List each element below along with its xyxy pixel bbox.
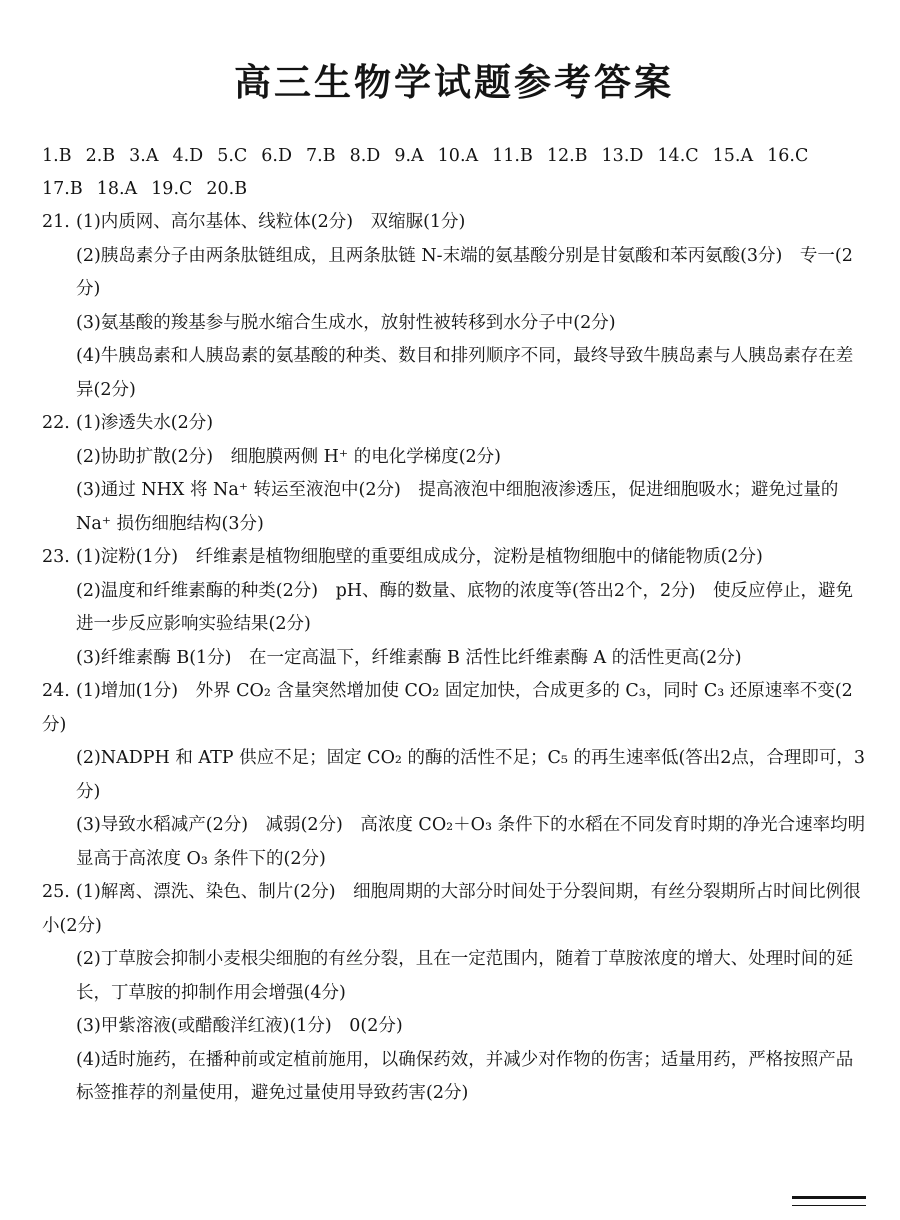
answer-part: (4)适时施药，在播种前或定植前施用，以确保药效，并减少对作物的伤害；适量用药，严格按照产品标签推荐的剂量使用，避免过量使用导致药害(2分) [76, 1049, 854, 1103]
question-part [42, 876, 866, 943]
page-footer-mark [792, 1196, 866, 1206]
answer-part: (3)通过 NHX 将 Na⁺ 转运至液泡中(2分) 提高液泡中细胞液渗透压，促进细胞吸水；避免过量的 Na⁺ 损伤细胞结构(3分) [76, 480, 839, 534]
answer-part: (1)解离、漂洗、染色、制片(2分) 细胞周期的大部分时间处于分裂间期，有丝分裂期所占时间比例很小(2分) [42, 882, 861, 936]
question-part [42, 675, 866, 742]
mc-answer: 14.C [657, 146, 699, 166]
answer-part: (2)胰岛素分子由两条肽链组成，且两条肽链 N-末端的氨基酸分别是甘氨酸和苯丙氨酸(3分) 专一(2分) [76, 245, 853, 299]
answer-part: (1)内质网、高尔基体、线粒体(2分) 双缩脲(1分) [76, 212, 466, 232]
mc-answer: 5.C [217, 146, 248, 166]
multiple-choice-answers [42, 140, 866, 206]
question-part [42, 541, 866, 575]
mc-answer: 9.A [394, 146, 424, 166]
mc-answer: 20.B [206, 179, 248, 199]
mc-answer: 17.B [42, 179, 83, 199]
mc-answer: 3.A [129, 146, 159, 166]
answer-part: (1)淀粉(1分) 纤维素是植物细胞壁的重要组成成分，淀粉是植物细胞中的储能物质(2分) [76, 547, 763, 567]
mc-answer: 1.B [42, 146, 72, 166]
mc-answer: 18.A [96, 179, 138, 199]
mc-answer: 10.A [437, 146, 479, 166]
mc-answer: 19.C [151, 179, 193, 199]
answer-part: (2)协助扩散(2分) 细胞膜两侧 H⁺ 的电化学梯度(2分) [76, 446, 501, 467]
mc-answer: 8.D [349, 146, 381, 166]
question-number: 24. [42, 681, 70, 701]
answer-part: (1)渗透失水(2分) [76, 413, 214, 433]
question-22 [42, 407, 866, 541]
answer-part: (4)牛胰岛素和人胰岛素的氨基酸的种类、数目和排列顺序不同，最终导致牛胰岛素与人胰岛素存在差异(2分) [76, 346, 854, 400]
mc-answer: 2.B [85, 146, 116, 166]
question-part [42, 407, 866, 441]
mc-answer: 4.D [172, 146, 204, 166]
answer-part: (3)氨基酸的羧基参与脱水缩合生成水，放射性被转移到水分子中(2分) [76, 312, 616, 333]
mc-answer: 13.D [601, 146, 644, 166]
answer-part: (3)纤维素酶 B(1分) 在一定高温下，纤维素酶 B 活性比纤维素酶 A 的活性更高(2分) [76, 647, 742, 668]
question-21 [42, 206, 866, 407]
question-part [42, 206, 866, 240]
answer-part: (2)温度和纤维素酶的种类(2分) pH、酶的数量、底物的浓度等(答出2个，2分) 使反应停止，避免进一步反应影响实验结果(2分) [76, 580, 853, 634]
question-number: 25. [42, 882, 70, 902]
page-title: 高三生物学试题参考答案 [234, 61, 674, 104]
question-25 [42, 876, 866, 1111]
mc-answer: 16.C [767, 146, 809, 166]
question-number: 23. [42, 547, 70, 567]
answer-part: (1)增加(1分) 外界 CO₂ 含量突然增加使 CO₂ 固定加快，合成更多的 C₃，同时 C₃ 还原速率不变(2分) [42, 681, 853, 735]
mc-answer: 12.B [546, 146, 588, 166]
mc-answer: 15.A [712, 146, 754, 166]
question-number: 21. [42, 212, 70, 232]
answer-part: (3)导致水稻减产(2分) 减弱(2分) 高浓度 CO₂＋O₃ 条件下的水稻在不同发育时期的净光合速率均明显高于高浓度 O₃ 条件下的(2分) [76, 815, 866, 869]
question-23 [42, 541, 866, 675]
question-24 [42, 675, 866, 876]
mc-answer: 6.D [261, 146, 293, 166]
answer-part: (2)丁草胺会抑制小麦根尖细胞的有丝分裂，且在一定范围内，随着丁草胺浓度的增大、处理时间的延长，丁草胺的抑制作用会增强(4分) [76, 949, 854, 1003]
mc-answer: 7.B [306, 146, 336, 166]
answer-part: (2)NADPH 和 ATP 供应不足；固定 CO₂ 的酶的活性不足；C₅ 的再生速率低(答出2点，合理即可，3分) [76, 748, 866, 802]
mc-answer: 11.B [492, 146, 533, 166]
answer-part: (3)甲紫溶液(或醋酸洋红液)(1分) 0(2分) [76, 1016, 403, 1036]
question-number: 22. [42, 413, 70, 433]
